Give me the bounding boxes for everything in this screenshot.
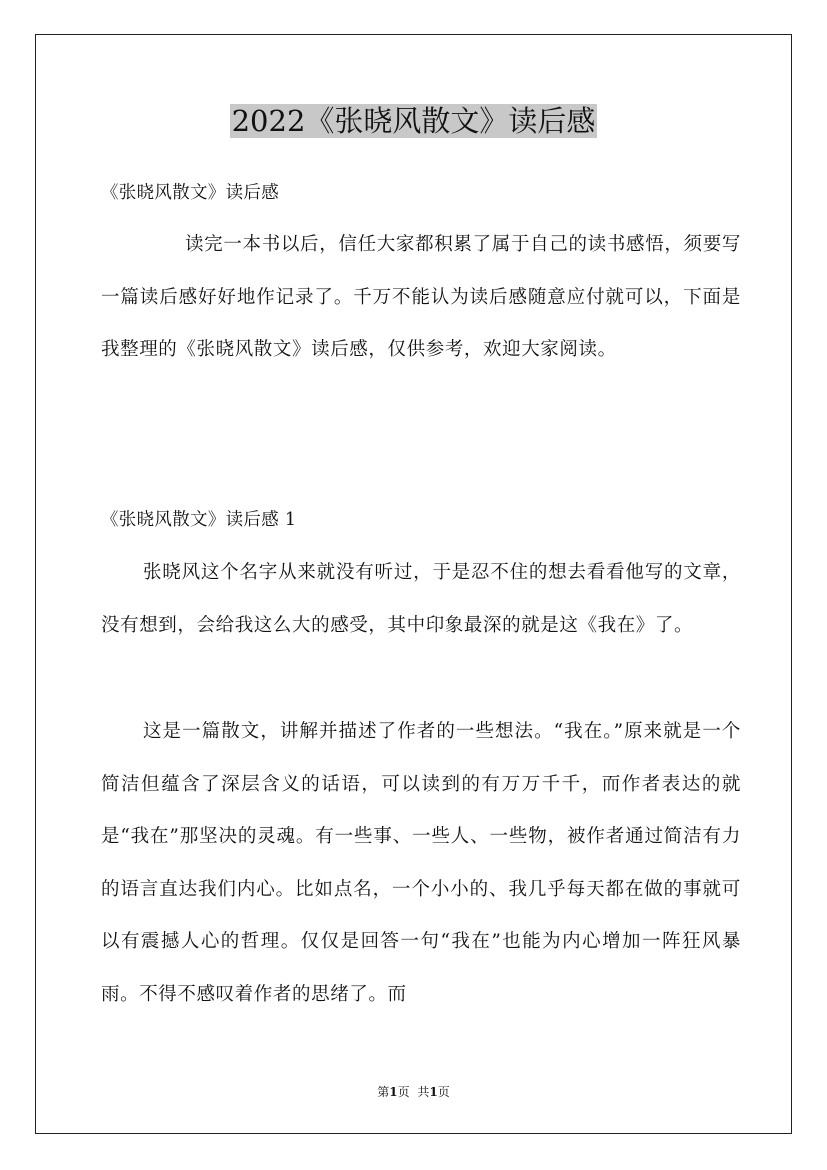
page-label-prefix: 第 [377, 1085, 390, 1099]
total-label-suffix: 页 [437, 1085, 450, 1099]
document-title [0, 100, 827, 142]
document-title-text: 2022《张晓风散文》读后感 [231, 104, 596, 138]
document-subtitle: 《张晓风散文》读后感 [101, 183, 279, 203]
body-paragraph-1: 张晓风这个名字从来就没有听过，于是忍不住的想去看看他写的文章，没有想到，会给我这么大的感受，其中印象最深的就是这《我在》了。 [101, 562, 741, 636]
page-number: 1 [389, 1085, 398, 1099]
page-footer [0, 1083, 827, 1101]
body-paragraph-2: 这是一篇散文，讲解并描述了作者的一些想法。“我在。”原来就是一个简洁但蕴含了深层含义的话语，可以读到的有万万千千，而作者表达的就是“我在”那坚决的灵魂。有一些事、一些人、一些物，被作者通过简洁有力的语言直达我们内心。比如点名，一个小小的、我几乎每天都在做的事就可以有震撼人心的哲理。仅仅是回答一句“我在”也能为内心增加一阵狂风暴雨。不得不感叹着作者的思绪了。而 [101, 721, 741, 1005]
intro-paragraph: 读完一本书以后，信任大家都积累了属于自己的读书感悟，须要写一篇读后感好好地作记录了。千万不能认为读后感随意应付就可以，下面是我整理的《张晓风散文》读后感，仅供参考，欢迎大家阅读。 [101, 234, 741, 360]
page-label-suffix: 页 [397, 1085, 410, 1099]
section-heading: 《张晓风散文》读后感 1 [101, 510, 297, 530]
total-label-prefix: 共 [417, 1085, 430, 1099]
total-pages: 1 [429, 1085, 438, 1099]
